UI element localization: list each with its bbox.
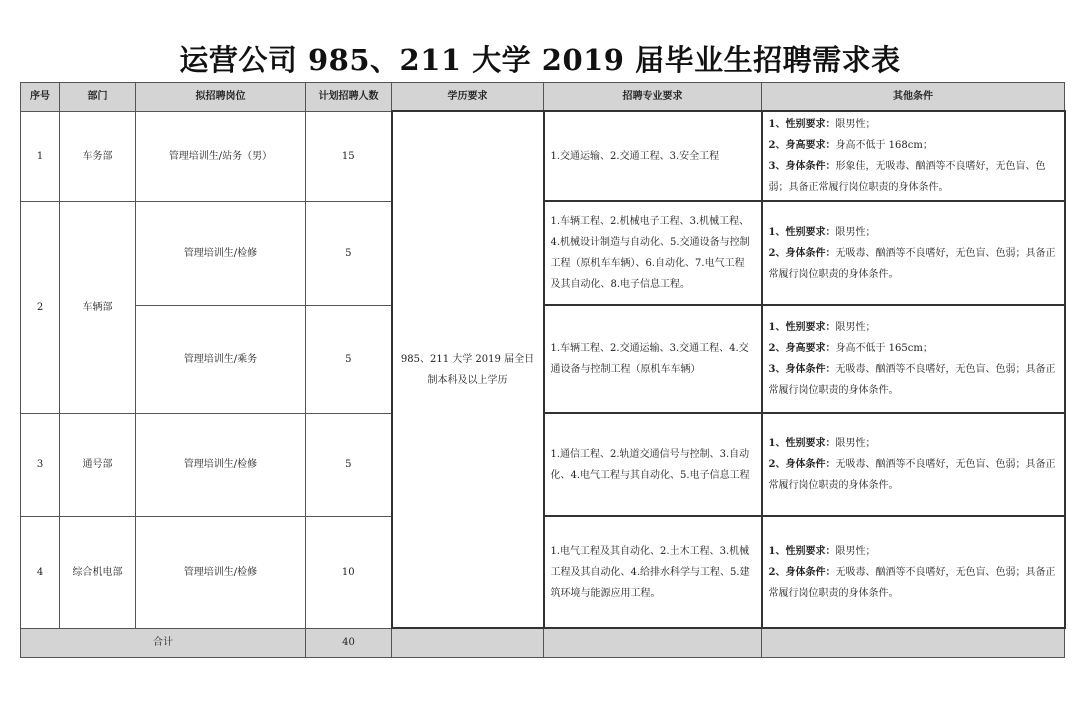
row-post: 管理培训生/乘务 (136, 305, 306, 413)
row-conditions (762, 516, 1065, 628)
header-row (21, 83, 1065, 112)
condition-line: 1、性别要求：限男性； (768, 119, 876, 130)
row-count: 5 (306, 305, 392, 413)
row-conditions (762, 111, 1065, 201)
header-post: 拟招聘岗位 (136, 83, 306, 112)
row-count: 15 (306, 111, 392, 201)
header-no: 序号 (21, 83, 60, 112)
row-post: 管理培训生/检修 (136, 413, 306, 516)
header-education: 学历要求 (392, 83, 544, 112)
row-post: 管理培训生/站务（男） (136, 111, 306, 201)
row-majors: 1.通信工程、2.轨道交通信号与控制、3.自动化、4.电气工程与其自动化、5.电子信息工程 (544, 413, 762, 516)
row-no: 4 (21, 516, 60, 628)
row-conditions (762, 413, 1065, 516)
condition-line: 2、身体条件：无吸毒、酗酒等不良嗜好，无色盲、色弱；具备正常履行岗位职责的身体条件。 (768, 459, 1056, 491)
total-empty-education (392, 628, 544, 658)
total-empty-conditions (762, 628, 1065, 658)
row-conditions (762, 201, 1065, 305)
condition-line: 3、身体条件：形象佳，无吸毒、酗酒等不良嗜好，无色盲、色弱；具备正常履行岗位职责的身体条件。 (768, 161, 1046, 193)
total-count: 40 (306, 628, 392, 658)
education-text: 985、211 大学 2019 届全日制本科及以上学历 (400, 353, 535, 386)
row-majors: 1.车辆工程、2.机械电子工程、3.机械工程、4.机械设计制造与自动化、5.交通设备与控制工程（原机车车辆）、6.自动化、7.电气工程及其自动化、8.电子信息工程。 (544, 201, 762, 305)
page-title: 运营公司 985、211 大学 2019 届毕业生招聘需求表 (179, 43, 901, 77)
row-dept: 车务部 (60, 111, 136, 201)
header-conditions: 其他条件 (762, 83, 1065, 112)
row-dept: 综合机电部 (60, 516, 136, 628)
row-no: 1 (21, 111, 60, 201)
header-count: 计划招聘人数 (306, 83, 392, 112)
condition-line: 2、身体条件：无吸毒、酗酒等不良嗜好，无色盲、色弱；具备正常履行岗位职责的身体条件。 (768, 247, 1056, 280)
row-count: 5 (306, 413, 392, 516)
row-count: 10 (306, 516, 392, 628)
total-empty-majors (544, 628, 762, 658)
row-no: 3 (21, 413, 60, 516)
condition-line: 2、身高要求：身高不低于 168cm； (768, 140, 933, 151)
condition-line: 2、身体条件：无吸毒、酗酒等不良嗜好，无色盲、色弱；具备正常履行岗位职责的身体条件。 (768, 566, 1056, 599)
education-cell (392, 111, 544, 628)
row-conditions (762, 305, 1065, 413)
row-dept: 车辆部 (60, 201, 136, 413)
condition-line: 1、性别要求：限男性； (768, 438, 876, 449)
row-post: 管理培训生/检修 (136, 516, 306, 628)
row-dept: 通号部 (60, 413, 136, 516)
table-row (21, 111, 1065, 201)
condition-line: 2、身高要求：身高不低于 165cm； (768, 343, 933, 354)
row-majors: 1.电气工程及其自动化、2.土木工程、3.机械工程及其自动化、4.给排水科学与工程、5.建筑环境与能源应用工程。 (544, 516, 762, 628)
row-post: 管理培训生/检修 (136, 201, 306, 305)
row-majors: 1.交通运输、2.交通工程、3.安全工程 (544, 111, 762, 201)
row-count: 5 (306, 201, 392, 305)
condition-line: 1、性别要求：限男性； (768, 322, 876, 333)
row-majors: 1.车辆工程、2.交通运输、3.交通工程、4.交通设备与控制工程（原机车车辆） (544, 305, 762, 413)
header-majors: 招聘专业要求 (544, 83, 762, 112)
condition-line: 3、身体条件：无吸毒、酗酒等不良嗜好，无色盲、色弱；具备正常履行岗位职责的身体条件。 (768, 364, 1056, 396)
recruitment-table (20, 82, 1066, 658)
condition-line: 1、性别要求：限男性； (768, 545, 876, 557)
row-no: 2 (21, 201, 60, 413)
header-dept: 部门 (60, 83, 136, 112)
condition-line: 1、性别要求：限男性； (768, 226, 876, 238)
total-label: 合计 (21, 628, 306, 658)
total-row (21, 628, 1065, 658)
